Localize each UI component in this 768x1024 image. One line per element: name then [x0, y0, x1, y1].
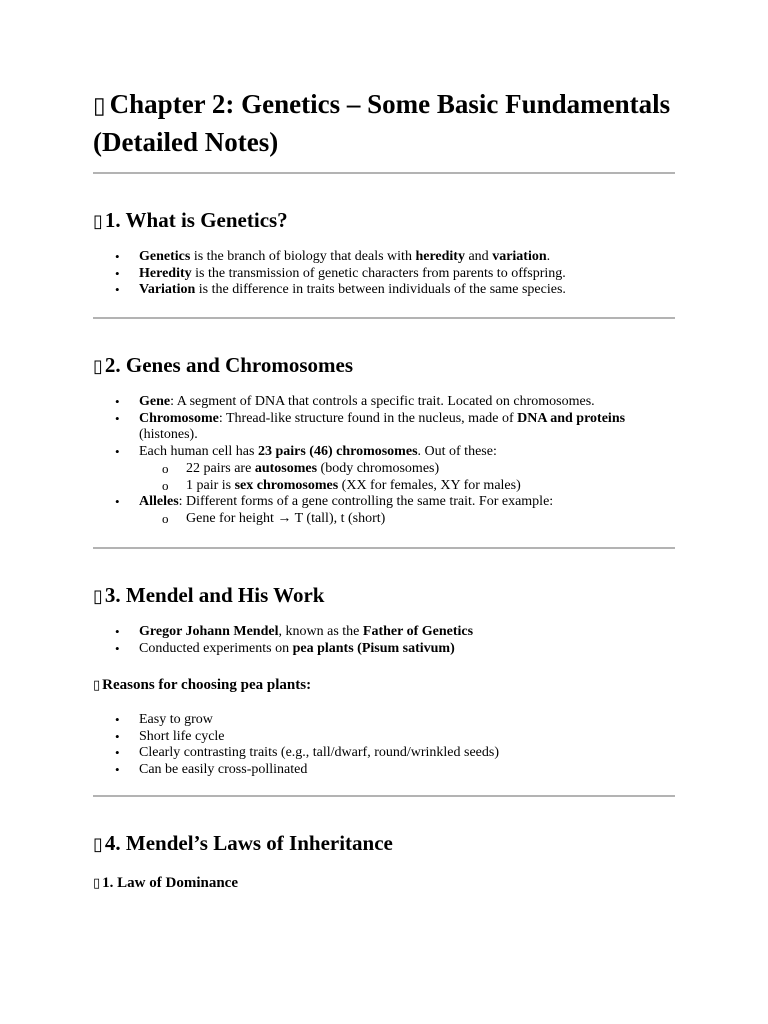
bullet-list [139, 624, 669, 657]
list-item: • Heredity is the transmission of genetic characters from parents to offspring. [139, 266, 669, 283]
list-item: • Each human cell has 23 pairs (46) chromosomes. Out of these: o 22 pairs are autosomes (body chromosomes) o 1 pair is sex chromosomes (XX for females, XY for males) [139, 444, 669, 494]
title-icon: ▯ [93, 93, 106, 119]
subheading-text: Reasons for choosing pea plants: [102, 677, 312, 693]
divider [93, 547, 675, 549]
divider [93, 172, 675, 174]
bullet-list [139, 249, 669, 299]
section-icon: ▯ [93, 586, 103, 607]
sub-list-item: o Gene for height → T (tall), t (short) [186, 511, 669, 528]
sub-list-item: o 1 pair is sex chromosomes (XX for females, XY for males) [186, 478, 669, 495]
bullet-list-reasons [139, 712, 669, 779]
sub-list [139, 511, 669, 528]
section-heading-text: 3. Mendel and His Work [104, 583, 325, 607]
subheading-icon: ▯ [93, 876, 101, 891]
section-heading-text: 2. Genes and Chromosomes [104, 353, 354, 377]
list-item: • Easy to grow [139, 712, 669, 729]
section-icon: ▯ [93, 834, 103, 855]
subheading-law-of-dominance [93, 873, 238, 894]
subheading-icon: ▯ [93, 678, 101, 693]
list-item: • Can be easily cross-pollinated [139, 762, 669, 779]
section-icon: ▯ [93, 211, 103, 232]
list-item: • Gene: A segment of DNA that controls a specific trait. Located on chromosomes. [139, 394, 669, 411]
divider [93, 795, 675, 797]
section-icon: ▯ [93, 356, 103, 377]
bullet-list [139, 394, 669, 528]
list-item: • Chromosome: Thread-like structure found in the nucleus, made of DNA and proteins (histones). [139, 411, 629, 444]
subheading-reasons [93, 675, 311, 696]
section-heading-text: 4. Mendel’s Laws of Inheritance [104, 831, 393, 855]
subheading-text: 1. Law of Dominance [102, 875, 238, 891]
section-heading-mendel-and-his-work [93, 582, 324, 610]
section-heading-what-is-genetics [93, 207, 288, 235]
document-title [93, 86, 675, 160]
list-item: • Short life cycle [139, 729, 669, 746]
section-heading-mendels-laws [93, 830, 393, 858]
title-text: Chapter 2: Genetics – Some Basic Fundamentals (Detailed Notes) [93, 89, 671, 157]
list-item: • Clearly contrasting traits (e.g., tall/dwarf, round/wrinkled seeds) [139, 745, 669, 762]
list-item: • Alleles: Different forms of a gene controlling the same trait. For example: o Gene for height → T (tall), t (short) [139, 494, 669, 527]
divider [93, 317, 675, 319]
list-item: • Variation is the difference in traits between individuals of the same species. [139, 282, 669, 299]
section-heading-text: 1. What is Genetics? [104, 208, 288, 232]
list-item: • Conducted experiments on pea plants (Pisum sativum) [139, 641, 669, 658]
sub-list-item: o 22 pairs are autosomes (body chromosomes) [186, 461, 669, 478]
list-item: • Genetics is the branch of biology that deals with heredity and variation. [139, 249, 669, 266]
sub-list [139, 461, 669, 494]
list-item: • Gregor Johann Mendel, known as the Father of Genetics [139, 624, 669, 641]
section-heading-genes-and-chromosomes [93, 352, 353, 380]
